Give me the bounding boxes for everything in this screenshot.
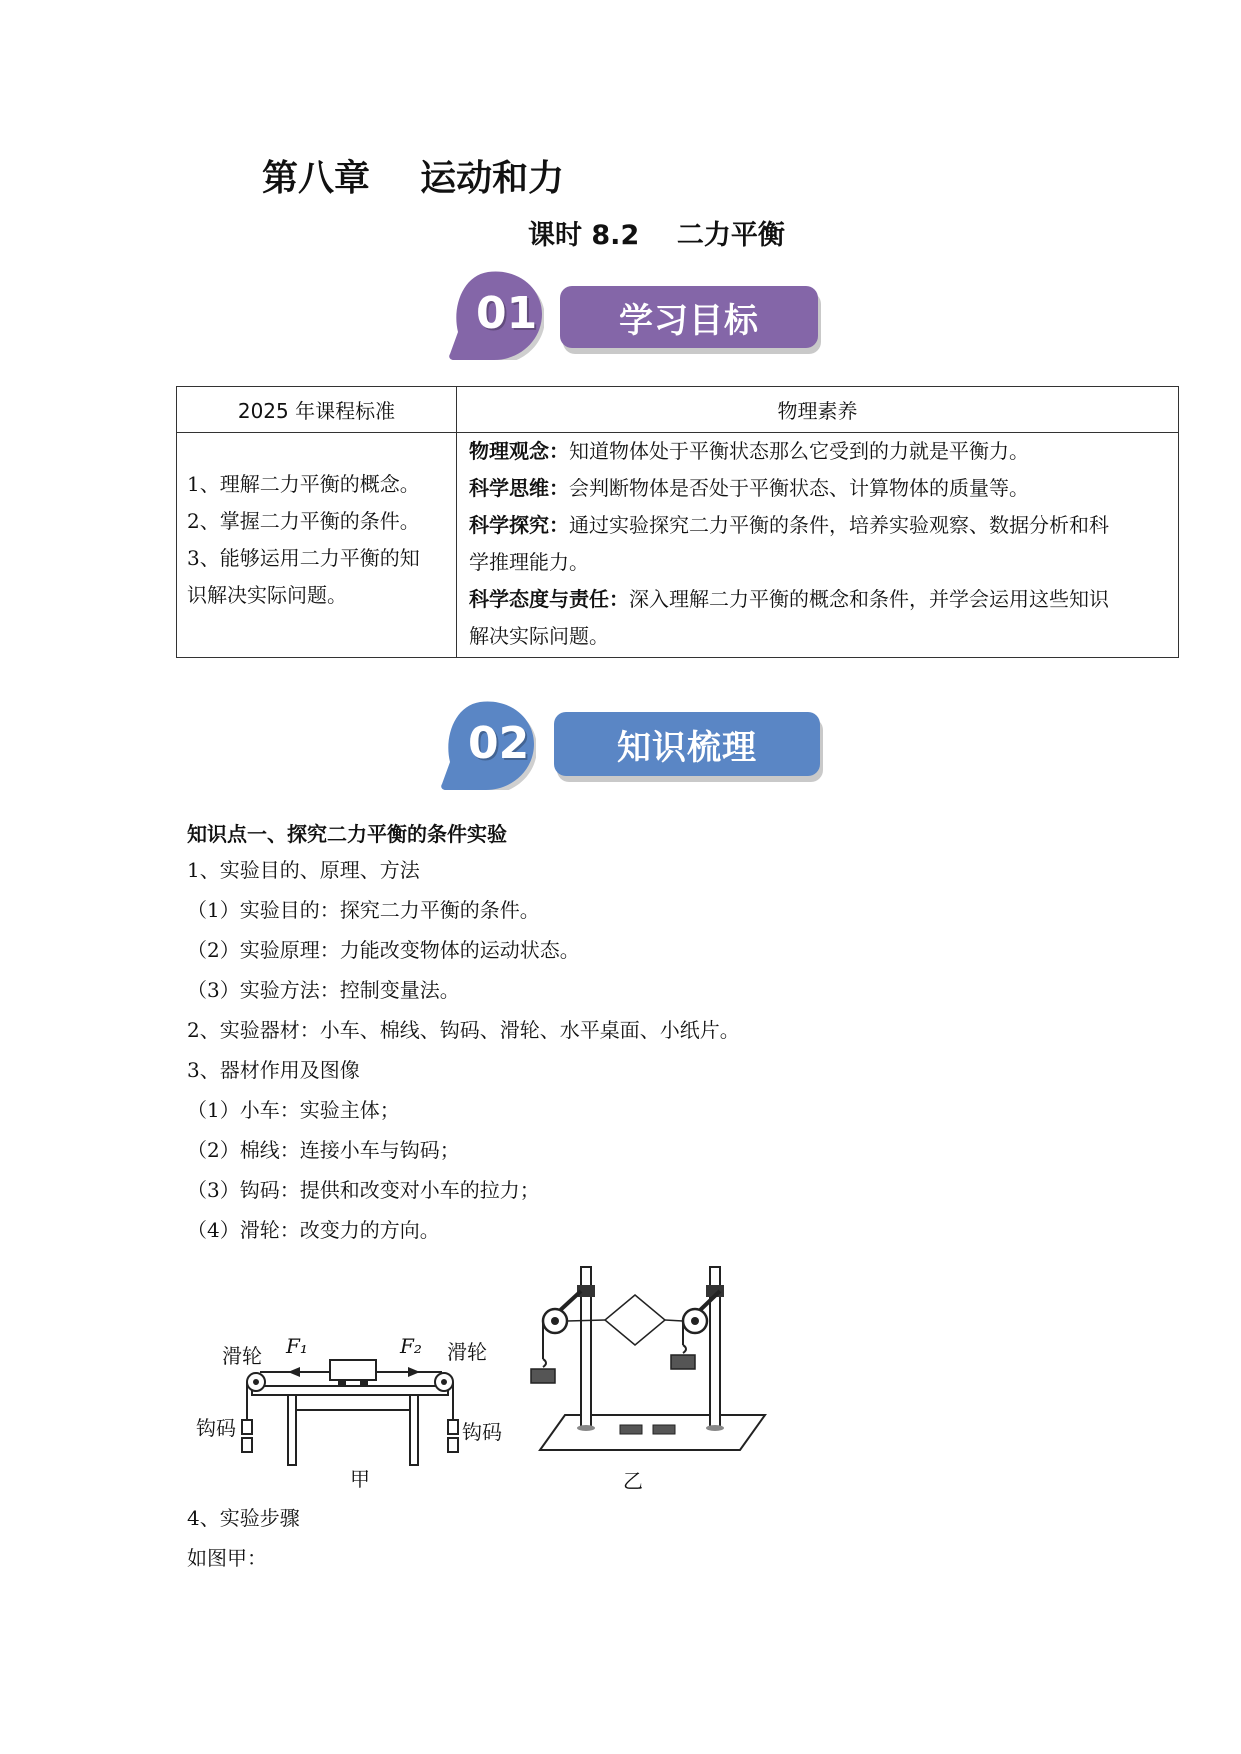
standards-cell [177, 433, 457, 658]
knowledge-point-title: 知识点一、探究二力平衡的条件实验 [187, 822, 507, 846]
literacy-line [469, 433, 1170, 470]
literacy-line [469, 618, 1170, 655]
knowledge-line: 2、实验器材：小车、棉线、钩码、滑轮、水平桌面、小纸片。 [187, 1018, 740, 1042]
knowledge-line: 如图甲： [187, 1546, 267, 1570]
literacy-label: 科学态度与责任： [469, 587, 629, 611]
section-number: 02 [468, 718, 530, 769]
literacy-text: 会判断物体是否处于平衡状态、计算物体的质量等。 [569, 476, 1029, 500]
literacy-line [469, 544, 1170, 581]
steps-lines [187, 1498, 300, 1578]
knowledge-line: 4、实验步骤 [187, 1506, 300, 1530]
literacy-text: 知道物体处于平衡状态那么它受到的力就是平衡力。 [569, 439, 1029, 463]
knowledge-line: （3）实验方法：控制变量法。 [187, 978, 460, 1002]
literacy-text: 解决实际问题。 [469, 624, 609, 648]
knowledge-line: （2）棉线：连接小车与钩码； [187, 1138, 460, 1162]
knowledge-line: （1）小车：实验主体； [187, 1098, 400, 1122]
literacy-line [469, 470, 1170, 507]
chapter-title: 第八章 运动和力 [262, 158, 565, 199]
knowledge-lines [187, 850, 740, 1250]
label-pulley-right: 滑轮 [447, 1340, 487, 1364]
knowledge-line: 3、器材作用及图像 [187, 1058, 360, 1082]
knowledge-line: 1、实验目的、原理、方法 [187, 858, 420, 882]
goals-table-header-standard: 2025 年课程标准 [177, 387, 457, 433]
section-label: 学习目标 [560, 286, 818, 348]
label-f2: F₂ [400, 1334, 422, 1358]
figure-apparatus-b [525, 1265, 770, 1465]
literacy-text: 通过实验探究二力平衡的条件，培养实验观察、数据分析和科 [569, 513, 1109, 537]
caption-a: 甲 [350, 1467, 370, 1491]
knowledge-line: （4）滑轮：改变力的方向。 [187, 1218, 440, 1242]
literacy-label: 科学思维： [469, 476, 569, 500]
section-banner-knowledge [440, 698, 830, 798]
literacy-line [469, 507, 1170, 544]
literacy-line [469, 581, 1170, 618]
label-weight-left: 钩码 [196, 1416, 236, 1440]
literacy-cell [457, 433, 1179, 658]
literacy-label: 物理观念： [469, 439, 569, 463]
section-banner-goals [448, 268, 828, 368]
section-number: 01 [476, 288, 538, 339]
knowledge-line: （2）实验原理：力能改变物体的运动状态。 [187, 938, 580, 962]
goals-table-header-literacy: 物理素养 [457, 387, 1179, 433]
standard-line: 识解决实际问题。 [187, 583, 347, 607]
label-weight-right: 钩码 [462, 1420, 502, 1444]
knowledge-line: （1）实验目的：探究二力平衡的条件。 [187, 898, 540, 922]
literacy-label: 科学探究： [469, 513, 569, 537]
label-pulley-left: 滑轮 [222, 1344, 262, 1368]
literacy-text: 深入理解二力平衡的概念和条件，并学会运用这些知识 [629, 587, 1109, 611]
goals-table [176, 386, 1179, 658]
standard-line: 3、能够运用二力平衡的知 [187, 546, 420, 570]
standard-line: 2、掌握二力平衡的条件。 [187, 509, 420, 533]
knowledge-line: （3）钩码：提供和改变对小车的拉力； [187, 1178, 540, 1202]
section-label: 知识梳理 [554, 712, 820, 776]
literacy-text: 学推理能力。 [469, 550, 589, 574]
caption-b: 乙 [623, 1469, 643, 1493]
label-f1: F₁ [286, 1334, 308, 1358]
standard-line: 1、理解二力平衡的概念。 [187, 472, 420, 496]
lesson-title: 课时 8.2 二力平衡 [528, 220, 785, 251]
